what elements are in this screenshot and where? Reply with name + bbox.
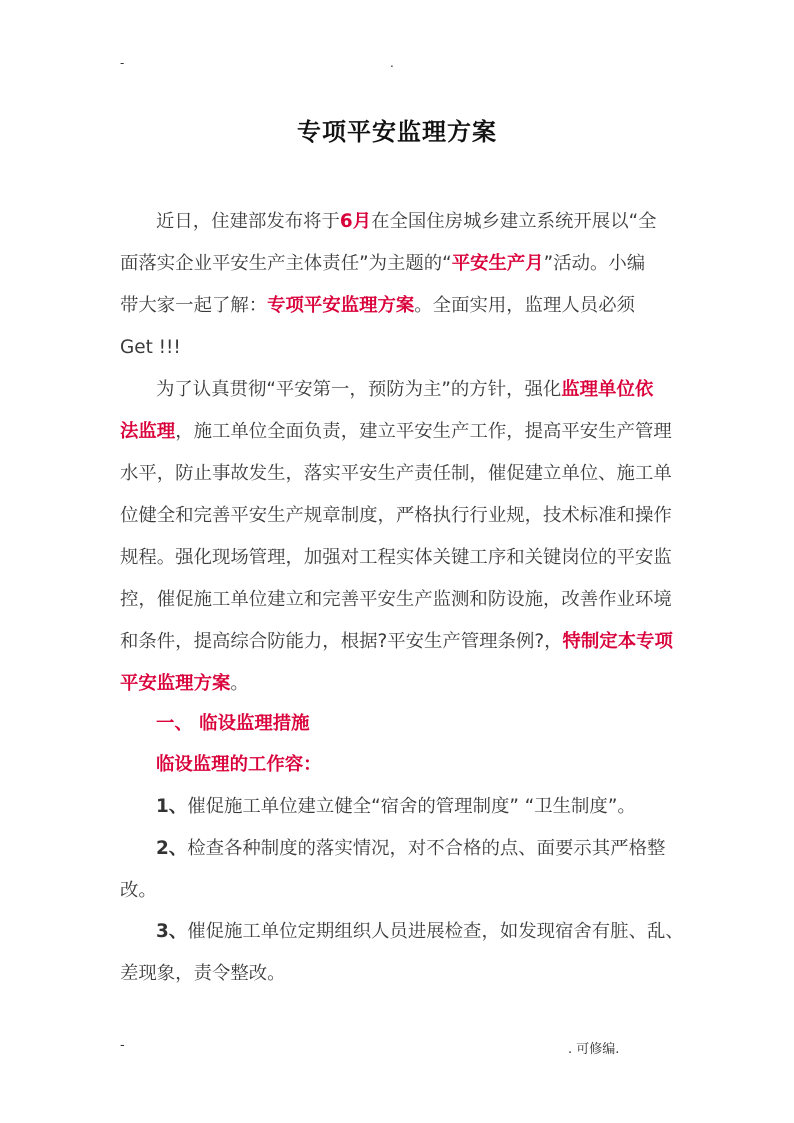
para2-line2: 法监理，施工单位全面负责，建立平安生产工作，提高平安生产管理 [120, 421, 672, 442]
para2-line5: 规程。强化现场管理，加强对工程实体关键工序和关键岗位的平安监 [120, 547, 672, 568]
para2-line3: 水平，防止事故发生，落实平安生产责任制，催促建立单位、施工单 [120, 463, 672, 484]
header-right-mark: . [390, 56, 394, 70]
section-heading: 一、 临设监理措施 [156, 713, 310, 734]
para2-line4: 位健全和完善平安生产规章制度，严格执行行业规，技术标准和操作 [120, 505, 672, 526]
document-title: 专项平安监理方案 [297, 118, 497, 146]
para1-line3: 带大家一起了解：专项平安监理方案。全面实用，监理人员必须 [120, 295, 635, 316]
section-subheading: 临设监理的工作容： [156, 754, 322, 775]
list-item-2-cont: 改。 [120, 880, 157, 901]
para2-line1: 为了认真贯彻“平安第一，预防为主”的方针，强化监理单位依 [156, 379, 654, 400]
list-item-3: 3、催促施工单位定期组织人员进展检查，如发现宿舍有脏、乱、 [156, 921, 684, 942]
para2-line6: 控，催促施工单位建立和完善平安生产监测和防设施，改善作业环境 [120, 589, 672, 610]
para2-line7: 和条件，提高综合防能力，根据?平安生产管理条例?，特制定本专项 [120, 631, 673, 652]
para1-line4: Get !!! [120, 337, 181, 358]
list-item-2: 2、检查各种制度的落实情况，对不合格的点、面要示其严格整 [156, 838, 666, 859]
header-left-mark: - [120, 56, 125, 70]
list-item-3-cont: 差现象，责令整改。 [120, 963, 286, 984]
para1-line2: 面落实企业平安生产主体责任”为主题的“平安生产月”活动。小编 [120, 253, 646, 274]
footer-right-text: . 可修编. [568, 1042, 620, 1057]
para2-line8: 平安监理方案。 [120, 673, 249, 694]
list-item-1: 1、催促施工单位建立健全“宿舍的管理制度” “卫生制度”。 [156, 796, 636, 817]
footer-left-mark: - [120, 1038, 125, 1053]
para1-line1: 近日，住建部发布将于6月在全国住房城乡建立系统开展以“全 [156, 211, 657, 232]
